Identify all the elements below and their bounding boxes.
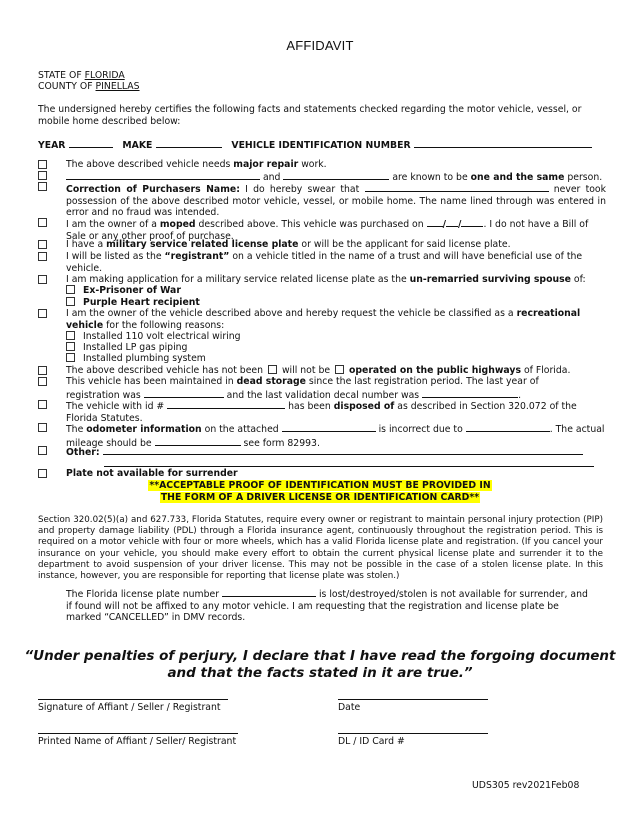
checkbox-electrical[interactable]	[66, 331, 75, 340]
attached-document-field[interactable]	[282, 422, 376, 432]
checkbox-highways[interactable]	[38, 366, 47, 375]
checkbox-disposed[interactable]	[38, 400, 47, 409]
state-value: FLORIDA	[84, 70, 125, 81]
rv-option-electrical[interactable]: Installed 110 volt electrical wiring	[66, 331, 241, 343]
name-field-1[interactable]	[66, 170, 260, 180]
spouse-option-pow[interactable]: Ex-Prisoner of War	[66, 285, 181, 297]
vehicle-id-field[interactable]	[167, 399, 285, 409]
statement-plate-surrender: Plate not available for surrender	[66, 468, 238, 479]
printed-name-field[interactable]	[38, 733, 238, 734]
checkbox-same-person[interactable]	[38, 171, 47, 180]
intro-text: The undersigned hereby certifies the following facts and statements checked regarding the motor vehicle, vessel, or mobile home described below:	[38, 104, 582, 127]
dl-id-label: DL / ID Card #	[338, 736, 405, 747]
statement-military-plate: I have a military service related license plate or will be the applicant for said license plate.	[66, 239, 511, 250]
signature-field[interactable]	[38, 699, 228, 700]
last-registration-year-field[interactable]	[144, 388, 224, 398]
statement-disposed: The vehicle with id # has been disposed of as described in Section 320.072 of the Florida Statutes.	[66, 401, 577, 424]
checkbox-has-not-been[interactable]	[268, 365, 277, 374]
date-field[interactable]	[338, 699, 488, 700]
make-field[interactable]	[156, 138, 222, 148]
checkbox-ex-pow[interactable]	[66, 285, 75, 294]
spouse-option-purple-heart[interactable]: Purple Heart recipient	[66, 297, 200, 309]
plate-paragraph: The Florida license plate number is lost/destroyed/stolen is not available for surrender, and if found will not be affixed to any motor vehicle. I am requesting that the registration and license plate be marked “CANCELLED” in DMV records.	[66, 589, 588, 624]
decal-number-field[interactable]	[422, 388, 518, 398]
perjury-declaration: “Under penalties of perjury, I declare that I have read the forgoing document and that the facts stated in it are true.”	[24, 648, 616, 681]
checkbox-moped[interactable]	[38, 218, 47, 227]
statement-surviving-spouse: I am making application for a military service related license plate as the un-remarried surviving spouse of:	[66, 274, 586, 285]
county-value: PINELLAS	[95, 81, 140, 92]
statement-registrant: I will be listed as the “registrant” on a vehicle titled in the name of a trust and will have beneficial use of the vehicle.	[66, 251, 583, 274]
plate-number-field[interactable]	[222, 587, 316, 597]
county-line: COUNTY OF PINELLAS	[38, 81, 140, 92]
purchase-date-field[interactable]: / /	[427, 219, 484, 230]
statement-odometer: The odometer information on the attached is incorrect due to . The actual mileage should be see form 82993.	[66, 424, 605, 449]
checkbox-dead-storage[interactable]	[38, 377, 47, 386]
other-field[interactable]	[103, 445, 583, 455]
page-title: AFFIDAVIT	[286, 38, 354, 53]
checkbox-lp-gas[interactable]	[66, 342, 75, 351]
statement-dead-storage: This vehicle has been maintained in dead storage since the last registration period. The last year of registration was and the last validation decal number was .	[66, 376, 539, 401]
checkbox-major-repair[interactable]	[38, 160, 47, 169]
vehicle-fields: YEAR MAKE VEHICLE IDENTIFICATION NUMBER	[38, 138, 608, 152]
form-id: UDS305 rev2021Feb08	[472, 780, 580, 791]
statement-recreational: I am the owner of the vehicle described above and hereby request the vehicle be classified as a recreational vehicle for the following reasons:	[66, 308, 581, 331]
statement-correction: Correction of Purchasers Name: I do hereby swear that never took possession of the above described motor vehicle, vessel, or mobile home. The name lined through was entered in error and no fraud was intended.	[66, 184, 606, 219]
statement-same-person: and are known to be one and the same person.	[66, 170, 606, 184]
correction-name-field[interactable]	[365, 182, 549, 192]
checkbox-odometer[interactable]	[38, 423, 47, 432]
checkbox-plumbing[interactable]	[66, 353, 75, 362]
signature-label: Signature of Affiant / Seller / Registrant	[38, 702, 221, 713]
other-field-line2[interactable]	[104, 466, 594, 467]
statement-highways: The above described vehicle has not been will not be operated on the public highways of Florida.	[66, 365, 571, 376]
year-field[interactable]	[69, 138, 113, 148]
rv-option-lp-gas[interactable]: Installed LP gas piping	[66, 342, 187, 354]
checkbox-surviving-spouse[interactable]	[38, 275, 47, 284]
id-notice: **ACCEPTABLE PROOF OF IDENTIFICATION MUST BE PROVIDED IN THE FORM OF A DRIVER LICENSE OR IDENTIFICATION CARD**	[149, 480, 491, 503]
checkbox-will-not-be[interactable]	[335, 365, 344, 374]
checkbox-registrant[interactable]	[38, 252, 47, 261]
statute-paragraph: Section 320.02(5)(a) and 627.733, Florida Statutes, require every owner or registrant to maintain personal injury protection (PIP) and property damage liability (PDL) through a Florida insurance agent, continuously throughout the registration period. This is required on a motor vehicle with four or more wheels, which has a valid Florida license plate and registration. (If you cancel your insurance on your vehicle, you should make every effort to obtain the current physical license plate and surrender it to the department to avoid suspension of your driver license. This may not be possible in the case of a stolen license plate. In this instance, however, you are responsible for reporting that license plate was stolen.)	[38, 515, 603, 582]
rv-option-plumbing[interactable]: Installed plumbing system	[66, 353, 206, 365]
incorrect-reason-field[interactable]	[466, 422, 550, 432]
statement-moped: I am the owner of a moped described above. This vehicle was purchased on / / . I do not have a Bill of Sale or any other proof of purchase.	[66, 219, 589, 242]
name-field-2[interactable]	[283, 170, 389, 180]
checkbox-plate-surrender[interactable]	[38, 469, 47, 478]
checkbox-other[interactable]	[38, 446, 47, 455]
statement-other: Other:	[66, 445, 606, 459]
checkbox-recreational[interactable]	[38, 309, 47, 318]
date-label: Date	[338, 702, 361, 713]
printed-name-label: Printed Name of Affiant / Seller/ Registrant	[38, 736, 237, 747]
checkbox-military-plate[interactable]	[38, 240, 47, 249]
dl-id-field[interactable]	[338, 733, 488, 734]
vin-field[interactable]	[414, 138, 592, 148]
checkbox-correction[interactable]	[38, 182, 47, 191]
statement-major-repair: The above described vehicle needs major repair work.	[66, 159, 327, 170]
checkbox-purple-heart[interactable]	[66, 297, 75, 306]
state-line: STATE OF FLORIDA	[38, 70, 125, 81]
